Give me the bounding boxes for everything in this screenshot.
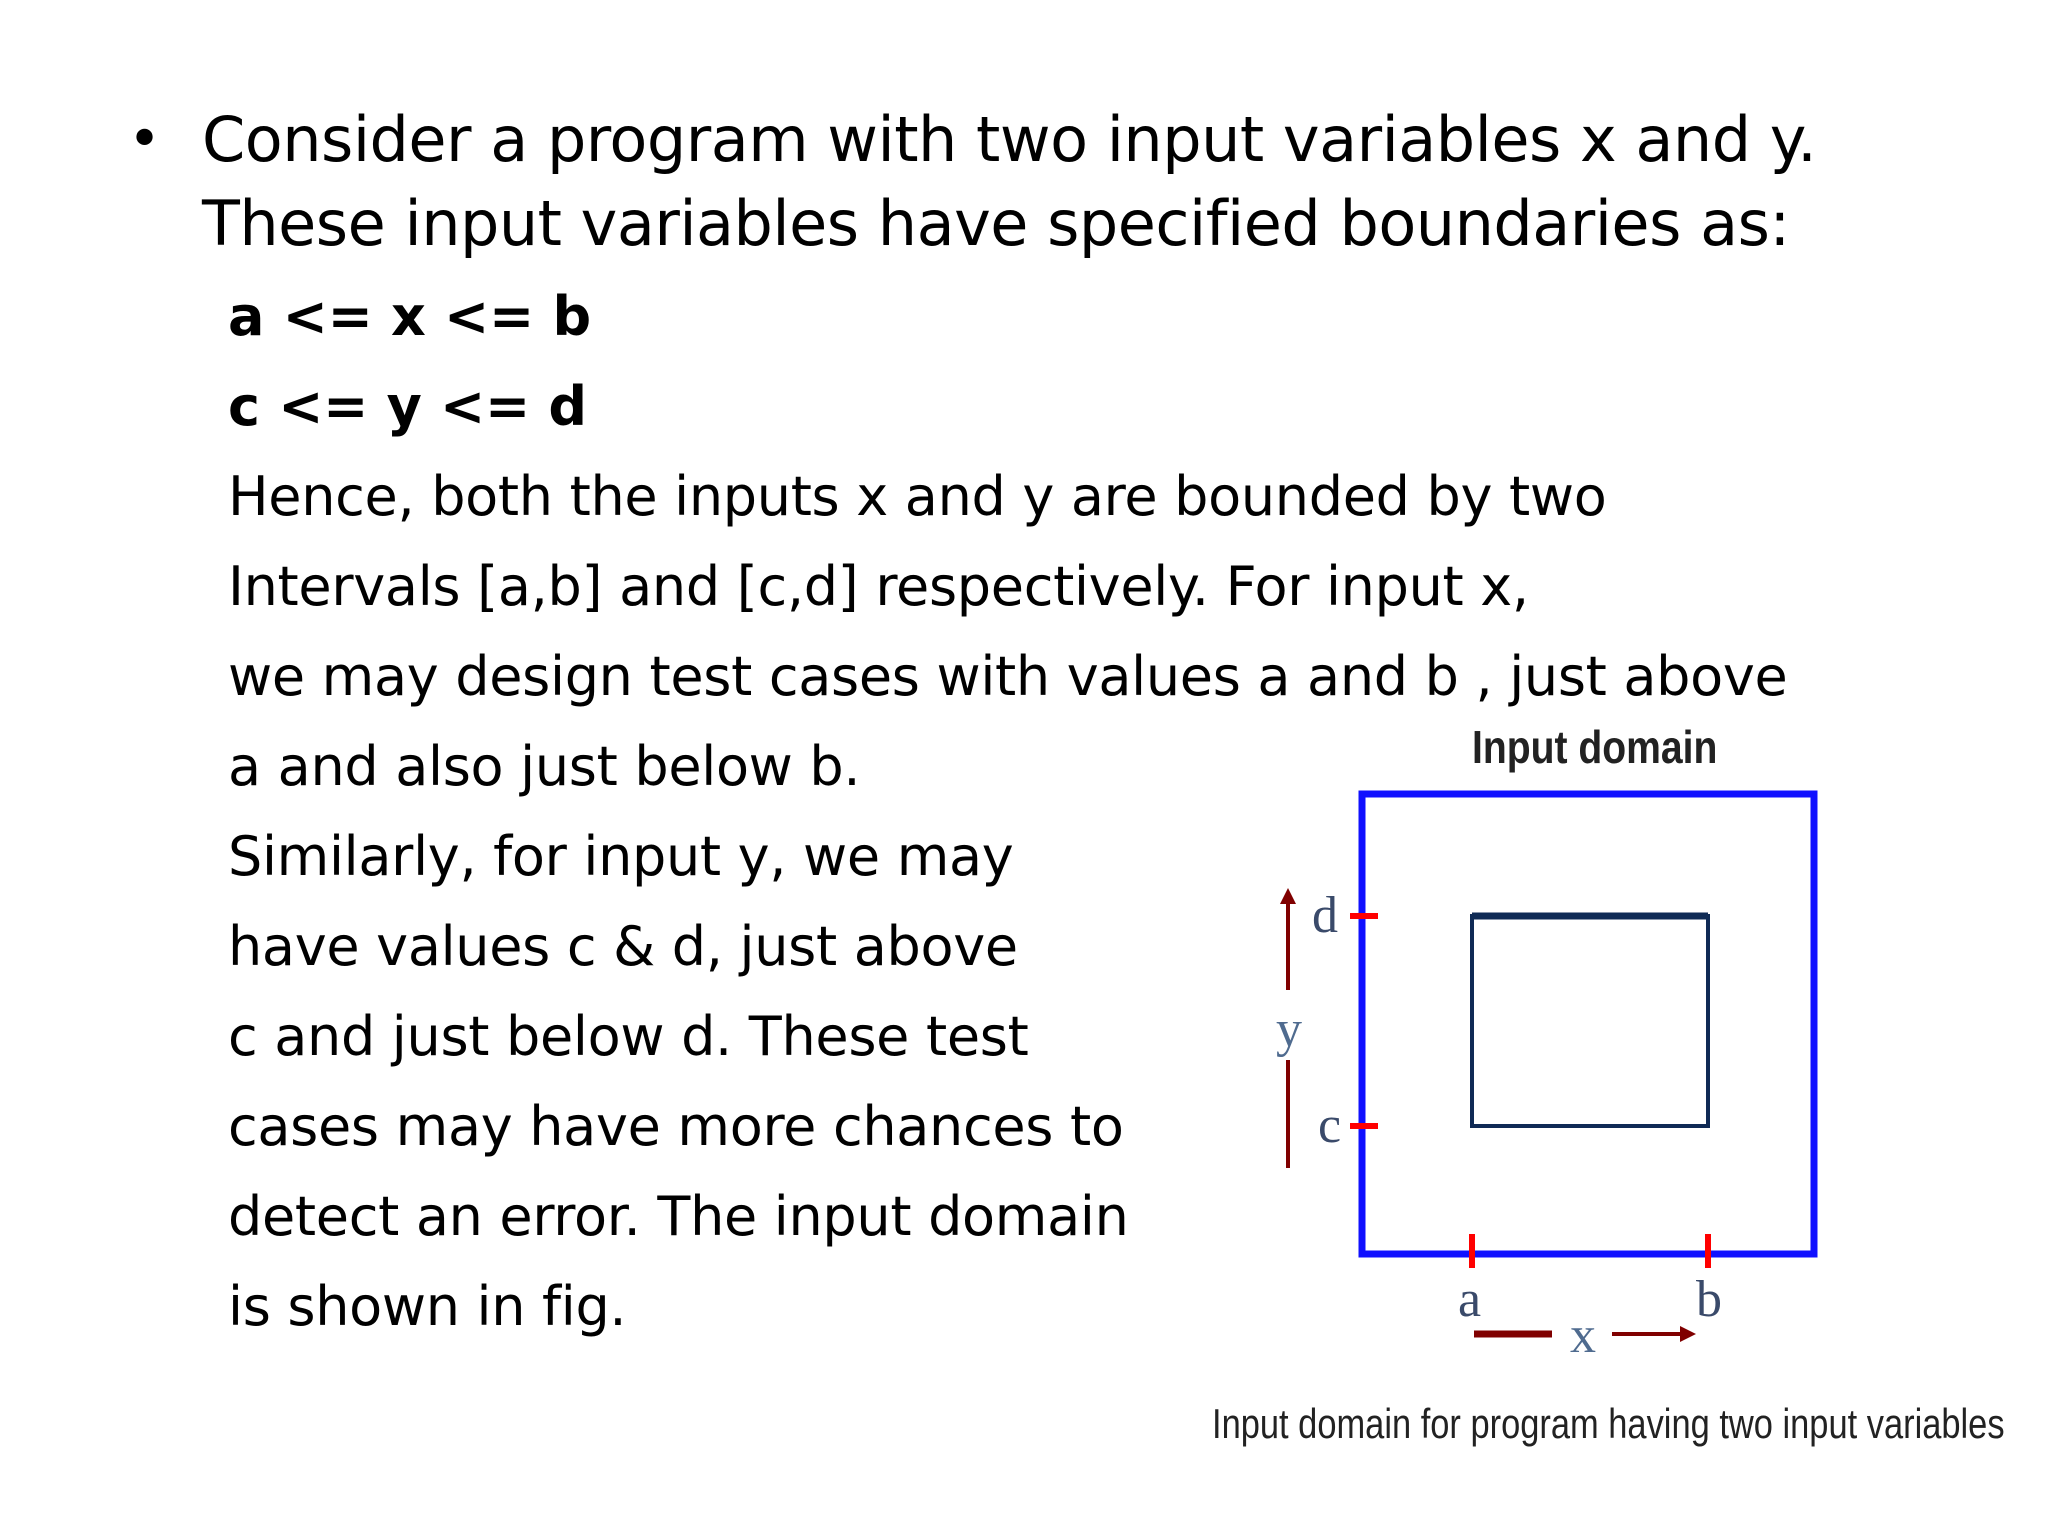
body-line: c and just below d. These test: [228, 1005, 1029, 1068]
body-line: cases may have more chances to: [228, 1095, 1124, 1158]
figure-title: Input domain: [1472, 721, 1718, 773]
body-line: Hence, both the inputs x and y are bounded by two: [228, 465, 1607, 528]
inner-valid-region-box: [1472, 916, 1708, 1126]
label-a: a: [1458, 1271, 1482, 1328]
bullet-text-line-1: Consider a program with two input variables x and y.: [202, 103, 1817, 176]
body-line: is shown in fig.: [228, 1275, 627, 1338]
body-line: we may design test cases with values a and b , just above: [228, 645, 1788, 708]
label-b: b: [1696, 1271, 1722, 1328]
label-x: x: [1570, 1307, 1596, 1364]
body-line: Similarly, for input y, we may: [228, 825, 1014, 888]
x-axis-arrowhead: [1680, 1326, 1696, 1342]
input-domain-figure: [1200, 720, 2020, 1480]
body-line: detect an error. The input domain: [228, 1185, 1129, 1248]
outer-domain-box: [1362, 794, 1814, 1254]
label-d: d: [1312, 887, 1338, 944]
constraint-y: c <= y <= d: [228, 375, 587, 438]
body-line: Intervals [a,b] and [c,d] respectively. For input x,: [228, 555, 1529, 618]
constraint-x: a <= x <= b: [228, 285, 591, 348]
body-line: have values c & d, just above: [228, 915, 1018, 978]
bullet-marker: •: [128, 107, 162, 172]
body-line: a and also just below b.: [228, 735, 861, 798]
bullet-text-line-2: These input variables have specified boundaries as:: [202, 187, 1790, 260]
y-axis-arrowhead: [1280, 888, 1296, 904]
label-c: c: [1318, 1097, 1342, 1154]
figure-caption: Input domain for program having two input variables: [1212, 1400, 2005, 1447]
label-y: y: [1276, 1001, 1302, 1058]
